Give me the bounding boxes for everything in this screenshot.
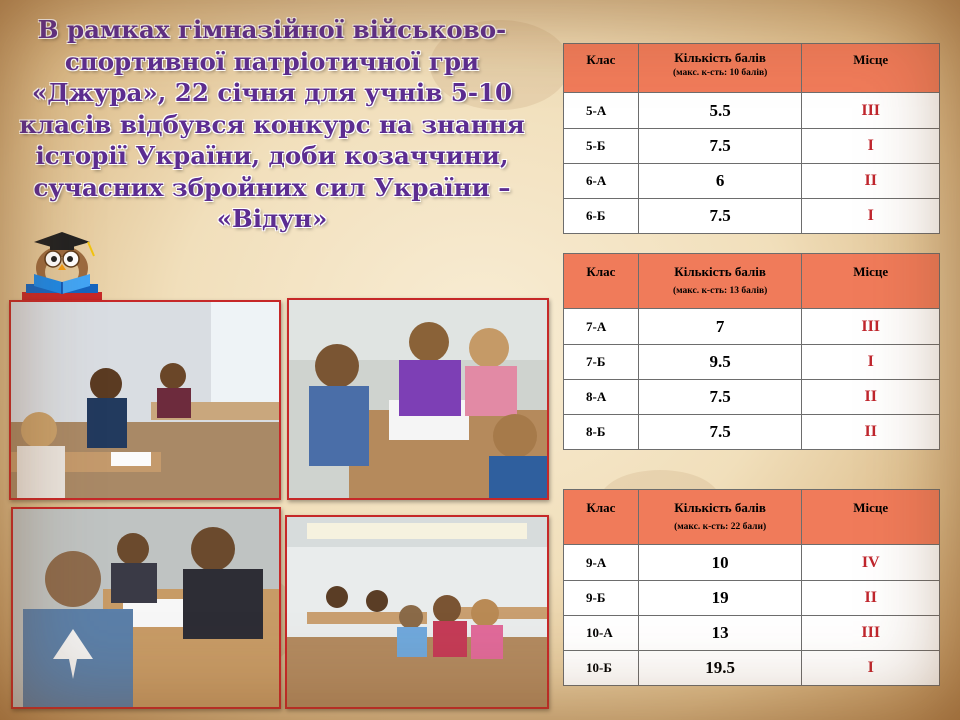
slide-title: В рамках гімназійної військово-спортивної патріотичної гри «Джура», 22 січня для учнів 5-10 класів відбувся конкурс на знання історії України, доби козаччини, сучасних збройних сил України – «Відун» (19, 15, 525, 233)
points-cell: 7.5 (638, 380, 802, 415)
place-cell: ІІІ (802, 309, 940, 345)
points-cell: 9.5 (638, 345, 802, 380)
header-points (638, 44, 802, 93)
class-cell: 9-А (564, 545, 639, 581)
photo-classroom-3 (11, 507, 281, 709)
place-cell: ІІ (802, 164, 940, 199)
place-cell: ІІ (802, 415, 940, 450)
class-cell: 9-Б (564, 581, 639, 616)
place-cell: І (802, 345, 940, 380)
class-cell: 6-Б (564, 199, 639, 234)
header-class: Клас (564, 44, 639, 93)
header-place: Місце (802, 490, 940, 545)
points-cell: 6 (638, 164, 802, 199)
header-points-label: Кількість балів (674, 264, 766, 279)
points-cell: 5.5 (638, 93, 802, 129)
place-cell: І (802, 651, 940, 686)
place-cell: ІІ (802, 380, 940, 415)
table-row (564, 581, 940, 616)
place-cell: ІІ (802, 581, 940, 616)
header-place: Місце (802, 44, 940, 93)
points-cell: 13 (638, 616, 802, 651)
class-cell: 6-А (564, 164, 639, 199)
points-cell: 7.5 (638, 199, 802, 234)
results-table-9-10 (563, 489, 940, 686)
photo-classroom-1 (9, 300, 281, 500)
header-points-note: (макс. к-сть: 13 балів) (672, 286, 768, 296)
header-points (638, 254, 802, 309)
results-table-5-6 (563, 43, 940, 234)
table-row (564, 345, 940, 380)
points-cell: 19.5 (638, 651, 802, 686)
points-cell: 7 (638, 309, 802, 345)
table-row (564, 616, 940, 651)
points-cell: 19 (638, 581, 802, 616)
class-cell: 5-А (564, 93, 639, 129)
table-row (564, 651, 940, 686)
class-cell: 7-Б (564, 345, 639, 380)
class-cell: 8-А (564, 380, 639, 415)
place-cell: ІІІ (802, 93, 940, 129)
class-cell: 10-Б (564, 651, 639, 686)
table-row (564, 309, 940, 345)
place-cell: І (802, 199, 940, 234)
header-points-note: (макс. к-сть: 22 бали) (674, 522, 767, 532)
table-row (564, 129, 940, 164)
class-cell: 7-А (564, 309, 639, 345)
header-points-note: (макс. к-сть: 10 балів) (672, 68, 768, 78)
table-row (564, 164, 940, 199)
table-row (564, 199, 940, 234)
header-points (638, 490, 802, 545)
header-points-label: Кількість балів (674, 500, 766, 515)
photo-classroom-2 (287, 298, 549, 500)
results-table-7-8 (563, 253, 940, 450)
class-cell: 5-Б (564, 129, 639, 164)
table-row (564, 93, 940, 129)
place-cell: І (802, 129, 940, 164)
header-place: Місце (802, 254, 940, 309)
table-row (564, 380, 940, 415)
class-cell: 10-А (564, 616, 639, 651)
header-class: Клас (564, 254, 639, 309)
place-cell: IV (802, 545, 940, 581)
header-points-label: Кількість балів (674, 50, 766, 65)
table-row (564, 545, 940, 581)
header-class: Клас (564, 490, 639, 545)
table-row (564, 415, 940, 450)
photo-classroom-4 (285, 515, 549, 709)
points-cell: 10 (638, 545, 802, 581)
place-cell: ІІІ (802, 616, 940, 651)
class-cell: 8-Б (564, 415, 639, 450)
points-cell: 7.5 (638, 129, 802, 164)
points-cell: 7.5 (638, 415, 802, 450)
